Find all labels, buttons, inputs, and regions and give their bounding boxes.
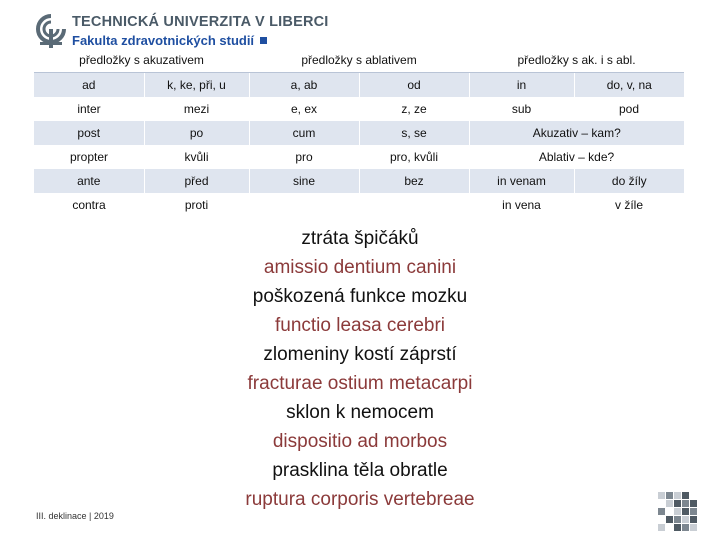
table-row — [34, 97, 684, 121]
phrase-czech: sklon k nemocem — [286, 402, 434, 423]
table-cell: propter — [69, 150, 109, 164]
table-row — [34, 73, 684, 98]
table-cell: bez — [359, 169, 469, 193]
table-cell: inter — [77, 102, 101, 116]
header-ablative: předložky s ablativem — [249, 48, 469, 73]
table-cell: do, v, na — [574, 73, 684, 98]
table-cell: sub — [511, 102, 532, 116]
phrase-czech: ztráta špičáků — [301, 228, 419, 249]
faculty-name: Fakulta zdravotnických studií — [72, 33, 267, 48]
table-row — [34, 193, 684, 217]
table-cell: před — [144, 169, 249, 193]
table-cell: kvůli — [184, 150, 209, 164]
phrase-latin: functio leasa cerebri — [274, 315, 446, 336]
ablative-question-cell: Ablativ – kde? — [538, 150, 615, 164]
accusative-question-cell: Akuzativ – kam? — [469, 121, 684, 145]
table-cell: in — [469, 73, 574, 98]
phrase-list — [200, 224, 520, 514]
tul-logo-mark-icon — [36, 14, 66, 52]
table-cell — [249, 193, 359, 217]
table-cell: sine — [249, 169, 359, 193]
table-cell: mezi — [183, 102, 210, 116]
prepositions-table — [34, 48, 684, 217]
header-accusative: předložky s akuzativem — [34, 48, 249, 73]
table-row — [34, 121, 684, 145]
table-cell: v žíle — [615, 198, 644, 212]
phrase-czech: prasklina těla obratle — [272, 460, 448, 481]
table-header-row — [34, 48, 684, 73]
table-cell: a, ab — [249, 73, 359, 98]
phrase-latin: fracturae ostium metacarpi — [247, 373, 473, 394]
table-row — [34, 169, 684, 193]
phrase-latin: ruptura corporis vertebreae — [245, 489, 475, 510]
university-name: TECHNICKÁ UNIVERZITA V LIBERCI — [72, 14, 329, 30]
table-cell: po — [144, 121, 249, 145]
table-cell: post — [34, 121, 144, 145]
table-cell — [359, 193, 469, 217]
table-cell: k, ke, při, u — [144, 73, 249, 98]
table-row — [34, 145, 684, 169]
table-cell: proti — [184, 198, 209, 212]
table-cell: contra — [72, 198, 106, 212]
table-cell: ad — [34, 73, 144, 98]
table-cell: in vena — [502, 198, 541, 212]
table-cell: cum — [249, 121, 359, 145]
phrase-czech: poškozená funkce mozku — [252, 286, 468, 307]
phrase-czech: zlomeniny kostí záprstí — [263, 344, 457, 365]
table-cell: z, ze — [401, 102, 427, 116]
table-cell: do žíly — [574, 169, 684, 193]
table-cell: ante — [34, 169, 144, 193]
header-both: předložky s ak. i s abl. — [469, 48, 684, 73]
table-cell: s, se — [359, 121, 469, 145]
table-cell: pod — [619, 102, 640, 116]
table-cell: pro — [295, 150, 313, 164]
pixel-grid-icon — [658, 492, 698, 532]
logo-square-icon — [260, 37, 267, 44]
phrase-latin: dispositio ad morbos — [272, 431, 448, 452]
footer-text: III. deklinace | 2019 — [36, 511, 114, 521]
table-cell: od — [359, 73, 469, 98]
table-cell: in venam — [469, 169, 574, 193]
table-cell: e, ex — [290, 102, 317, 116]
phrase-latin: amissio dentium canini — [263, 257, 457, 278]
table-cell: pro, kvůli — [389, 150, 439, 164]
